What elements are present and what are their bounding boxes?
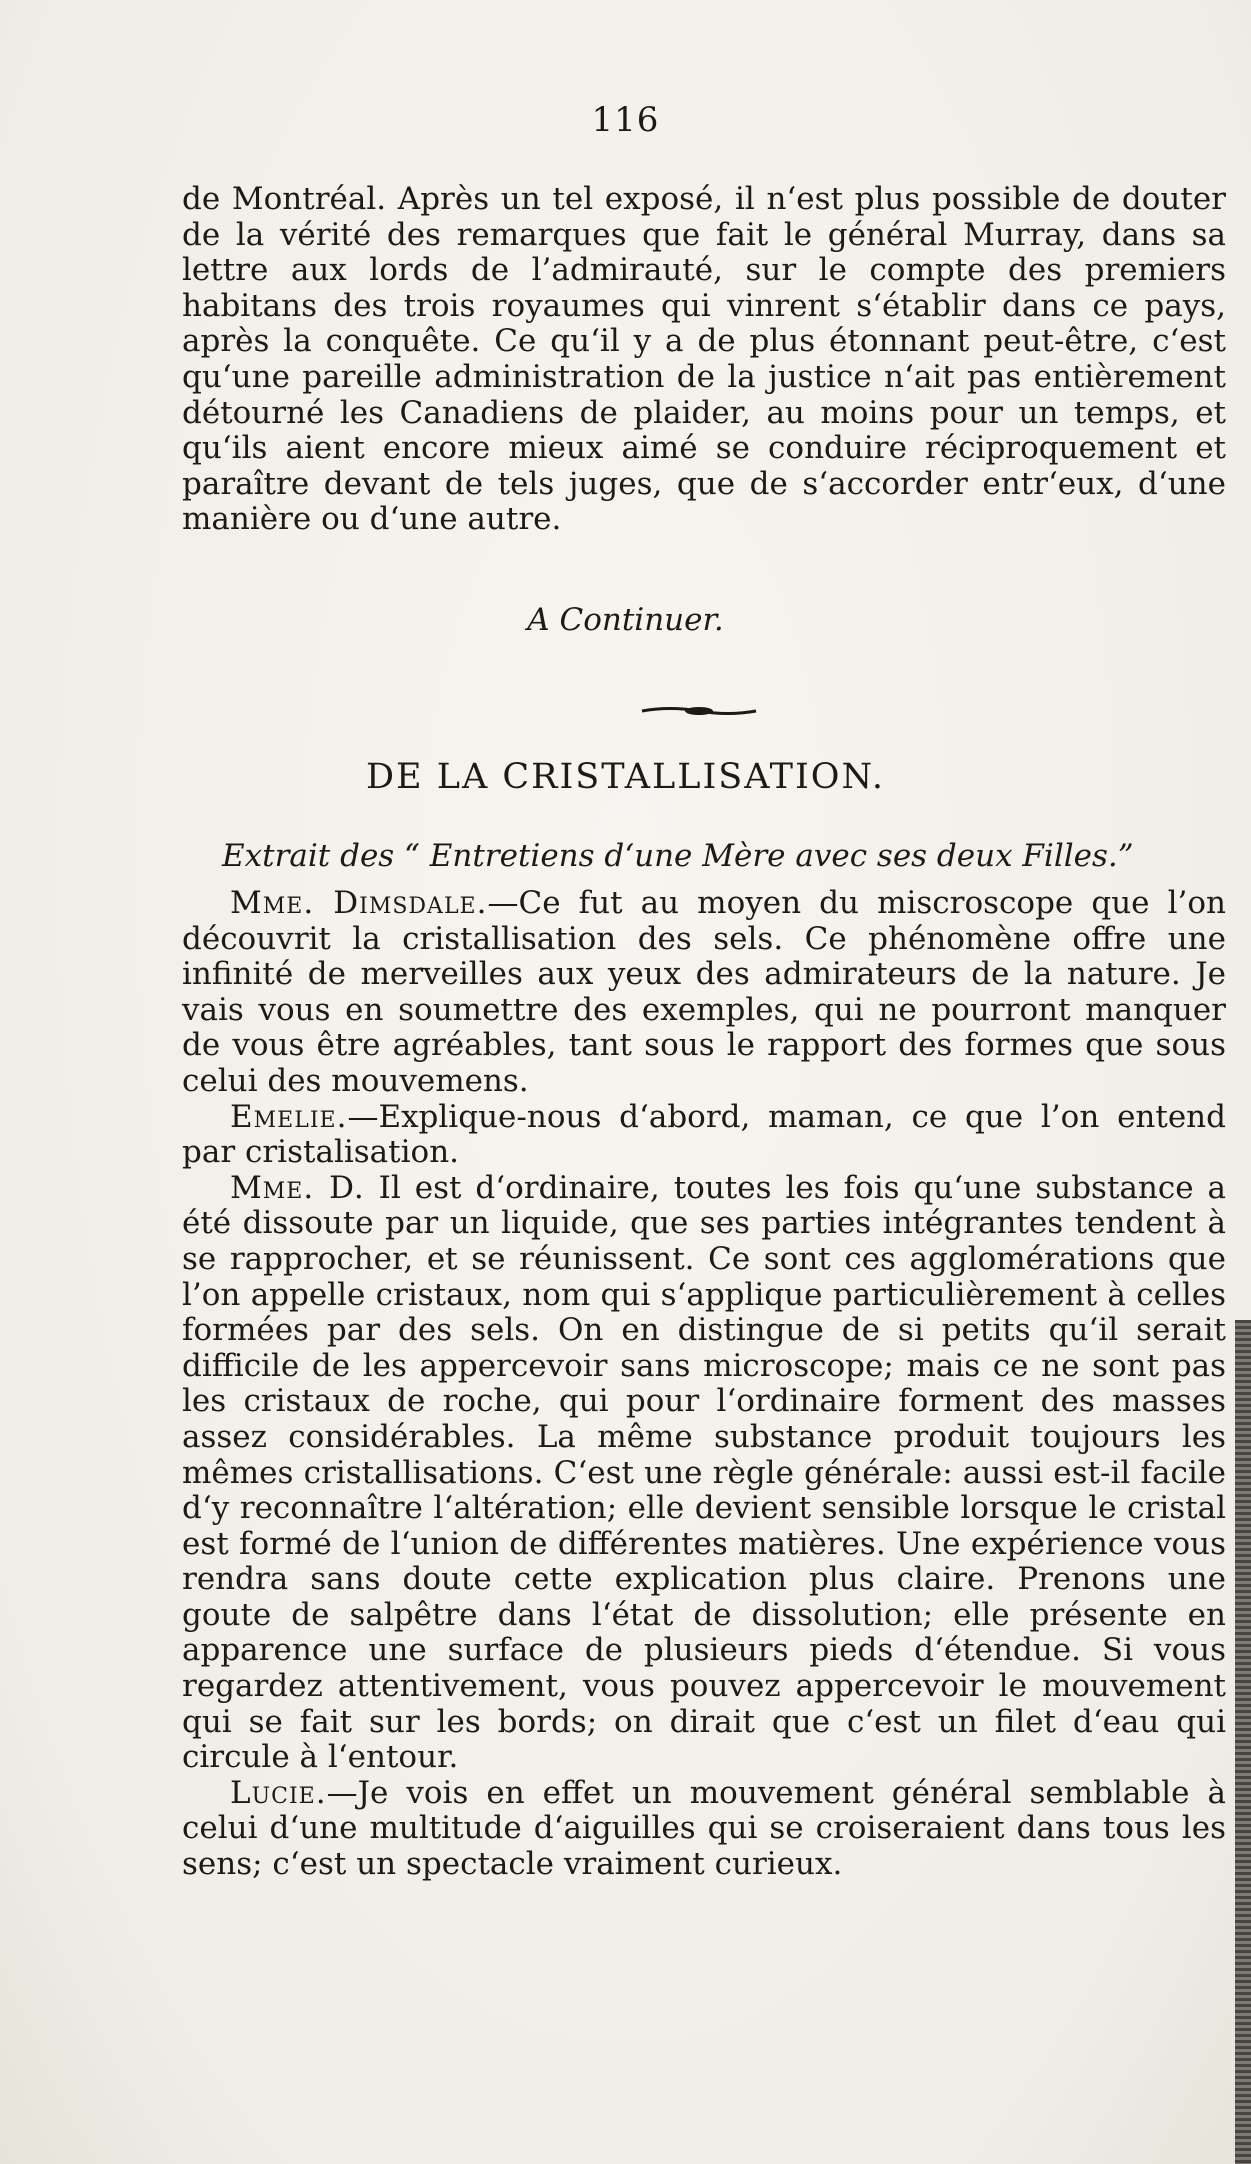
speaker-name: Lucie.	[230, 1774, 327, 1811]
dialogue-text: —Explique-nous d‘abord, maman, ce que l’on entend par cristalisation.	[182, 1098, 1226, 1171]
speaker-name: Mme. Dimsdale.	[230, 885, 488, 921]
dialogue-paragraph	[182, 886, 1226, 1100]
section-subtitle: Extrait des “ Entretiens d‘une Mère avec ses deux Filles.”	[222, 838, 1134, 874]
dialogue-paragraph	[182, 1776, 1226, 1883]
dialogue-text: —Ce fut au moyen du miscroscope que l’on découvrit la cristallisation des sels. Ce phénomène offre une infinité de merveilles aux yeux des admirateurs de la nature. Je vais vous en soumettre des exemples, qui ne pourront manquer de vous être agréables, tant sous le rapport des formes que sous celui des mouvemens.	[182, 885, 1226, 1099]
continuation-note: A Continuer.	[527, 602, 724, 638]
page-number: 116	[591, 100, 660, 140]
dialogue-block	[182, 886, 1226, 1883]
dialogue-paragraph	[182, 1100, 1226, 1171]
dialogue-paragraph	[182, 1171, 1226, 1776]
intro-paragraph: de Montréal. Après un tel exposé, il n‘est plus possible de douter de la vérité des remarques que fait le général Murray, dans sa lettre aux lords de l’admirauté, sur le compte des premiers habitans des trois royaumes qui vinrent s‘établir dans ce pays, après la conquête. Ce qu‘il y a de plus étonnant peut-être, c‘est qu‘une pareille administration de la justice n‘ait pas entièrement détourné les Canadiens de plaider, au moins pour un temps, et qu‘ils aient encore mieux aimé se conduire réciproquement et paraître devant de tels juges, que de s‘accorder entr‘eux, d‘une manière ou d‘une autre.	[182, 181, 1226, 538]
speaker-name: Mme. D.	[230, 1169, 365, 1206]
dialogue-text: —Je vois en effet un mouvement général semblable à celui d‘une multitude d‘aiguilles qui se croiseraient dans tous les sens; c‘est un spectacle vraiment curieux.	[182, 1774, 1226, 1883]
intro-paragraph-block	[182, 182, 1226, 538]
section-title: DE LA CRISTALLISATION.	[365, 757, 886, 797]
page-edge-shadow	[1235, 1320, 1251, 2164]
dialogue-text: Il est d‘ordinaire, toutes les fois qu‘une substance a été dissoute par un liquide, que ses parties intégrantes tendent à se rapprocher, et se réunissent. Ce sont ces agglomérations que l’on appelle cristaux, nom qui s‘applique particulièrement à celles formées par des sels. On en distingue de si petits qu‘il serait difficile de les appercevoir sans microscope; mais ce ne sont pas les cristaux de roche, qui pour l‘ordinaire forment des masses assez considérables. La même substance produit toujours les mêmes cristallisations. C‘est une règle générale: aussi est-il facile d‘y reconnaître l‘altération; elle devient sensible lorsque le cristal est formé de l‘union de différentes matières. Une expérience vous rendra sans doute cette explication plus claire. Prenons une goute de salpêtre dans l‘état de dissolution; elle présente en apparence une surface de plusieurs pieds d‘étendue. Si vous regardez attentivement, vous pouvez appercevoir le mouvement qui se fait sur les bords; on dirait que c‘est un filet d‘eau qui circule à l‘entour.	[182, 1169, 1227, 1776]
ornament-divider	[640, 703, 758, 719]
speaker-name: Emelie.	[230, 1098, 348, 1135]
